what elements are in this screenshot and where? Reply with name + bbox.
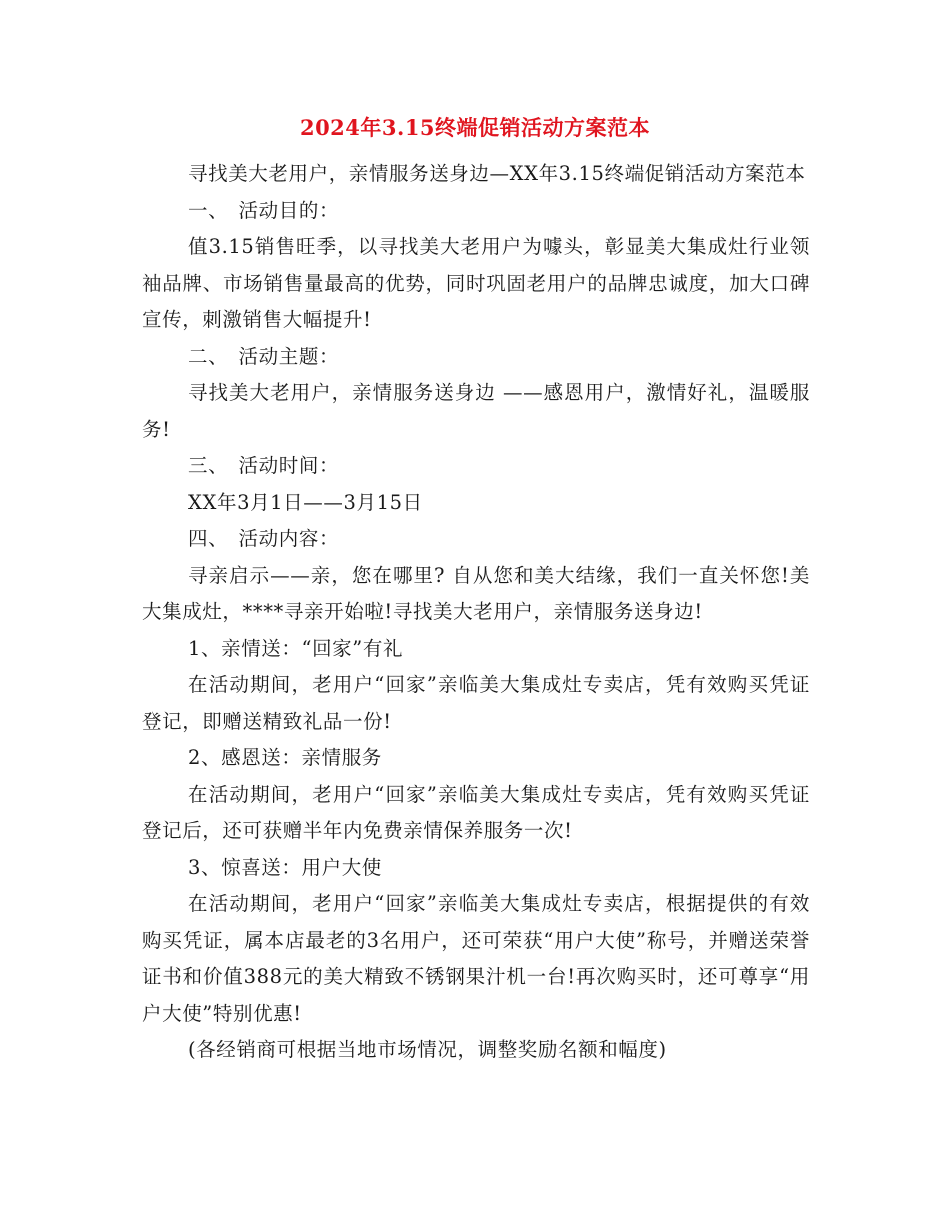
content-intro-paragraph: 寻亲启示——亲，您在哪里? 自从您和美大结缘，我们一直关怀您!美大集成灶，****寻亲开始啦!寻找美大老用户，亲情服务送身边! (142, 563, 810, 623)
document-title: 2024年3.15终端促销活动方案范本 (299, 115, 651, 140)
theme-paragraph: 寻找美大老用户，亲情服务送身边 ——感恩用户，激情好礼，温暖服务! (142, 381, 810, 441)
section-heading-theme: 二、 活动主题： (188, 344, 340, 368)
subheading-1: 1、亲情送：“回家”有礼 (188, 636, 404, 660)
note-paragraph: (各经销商可根据当地市场情况，调整奖励名额和幅度) (188, 1038, 667, 1061)
section-heading-time: 三、 活动时间： (188, 454, 340, 477)
subitem-2-paragraph: 在活动期间，老用户“回家”亲临美大集成灶专卖店，凭有效购买凭证登记后，还可获赠半年内免费亲情保养服务一次! (142, 782, 810, 842)
document-body (142, 156, 810, 1069)
subheading-3: 3、惊喜送：用户大使 (188, 855, 382, 879)
time-paragraph: XX年3月1日——3月15日 (188, 490, 423, 514)
section-heading-content: 四、 活动内容： (188, 527, 340, 550)
purpose-paragraph: 值3.15销售旺季，以寻找美大老用户为噱头，彰显美大集成灶行业领袖品牌、市场销售量最高的优势，同时巩固老用户的品牌忠诚度，加大口碑宣传，刺激销售大幅提升! (142, 235, 810, 331)
intro-paragraph: 寻找美大老用户，亲情服务送身边—XX年3.15终端促销活动方案范本 (188, 162, 806, 185)
subheading-2: 2、感恩送：亲情服务 (188, 746, 382, 769)
subitem-3-paragraph: 在活动期间，老用户“回家”亲临美大集成灶专卖店，根据提供的有效购买凭证，属本店最老的3名用户，还可荣获“用户大使”称号，并赠送荣誉证书和价值388元的美大精致不锈钢果汁机一台!再次购买时，还可尊享“用户大使”特别优惠! (142, 892, 810, 1025)
subitem-1-paragraph: 在活动期间，老用户“回家”亲临美大集成灶专卖店，凭有效购买凭证登记，即赠送精致礼品一份! (142, 673, 810, 733)
section-heading-purpose: 一、 活动目的： (188, 198, 340, 222)
